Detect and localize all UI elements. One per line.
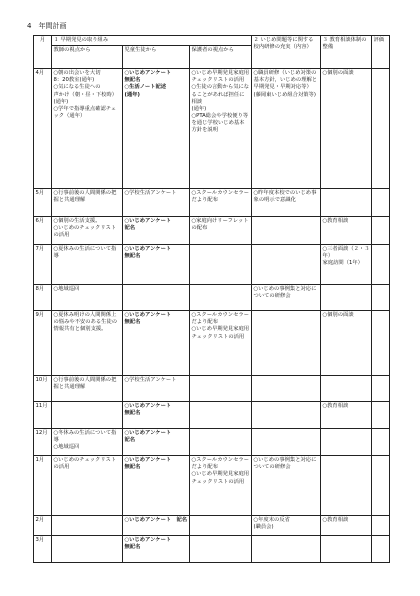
counseling-cell: ○教育相談 xyxy=(321,217,372,245)
month-cell: 5月 xyxy=(34,189,52,217)
training-cell xyxy=(252,429,321,456)
teacher-cell xyxy=(52,536,123,563)
parent-cell: ○家庭向けリーフレットの配布 xyxy=(190,217,252,245)
student-cell: ○いじめアンケート 無記名 xyxy=(123,456,190,516)
evaluation-cell xyxy=(372,217,390,245)
evaluation-cell xyxy=(372,69,390,189)
training-cell xyxy=(252,217,321,245)
month-cell: 11月 xyxy=(34,402,52,429)
header-student-view: 児童生徒から xyxy=(123,46,190,69)
teacher-cell: ○冬休みの生活について指導 ○地域巡回 xyxy=(52,429,123,456)
training-cell xyxy=(252,376,321,402)
table-row xyxy=(34,189,390,217)
table-row xyxy=(34,376,390,402)
evaluation-cell xyxy=(372,311,390,376)
counseling-cell: ○個別の面談 xyxy=(321,311,372,376)
teacher-cell: ○夏休みの生活について指導 xyxy=(52,245,123,285)
month-cell: 9月 xyxy=(34,311,52,376)
student-cell xyxy=(123,285,190,311)
evaluation-cell xyxy=(372,402,390,429)
annual-plan-table xyxy=(33,35,390,563)
training-cell: ○いじめの事例集と対応についての研修会 xyxy=(252,285,321,311)
header-evaluation: 評価 xyxy=(372,36,390,69)
counseling-cell: ○個別の面談 xyxy=(321,69,372,189)
table-row xyxy=(34,69,390,189)
student-cell: ○いじめアンケート 記名 xyxy=(123,516,190,536)
month-cell: 2月 xyxy=(34,516,52,536)
parent-cell: ○スクールカウンセラーだより配布 ○いじめ早期発見家庭用チェックリストの活用 xyxy=(190,311,252,376)
table-row xyxy=(34,456,390,516)
counseling-cell: ○教育相談 xyxy=(321,402,372,429)
parent-cell xyxy=(190,285,252,311)
teacher-cell xyxy=(52,516,123,536)
parent-cell xyxy=(190,516,252,536)
parent-cell xyxy=(190,402,252,429)
training-cell: ○いじめの事例集と対応についての研修会 xyxy=(252,456,321,516)
table-row xyxy=(34,285,390,311)
month-cell: 7月 xyxy=(34,245,52,285)
teacher-cell: ○夏休み明けの人間関係上の悩みや不安のある生徒の情報共有と個別支援。 xyxy=(52,311,123,376)
counseling-cell xyxy=(321,429,372,456)
evaluation-cell xyxy=(372,245,390,285)
student-cell: ○学校生活アンケート xyxy=(123,376,190,402)
table-row xyxy=(34,217,390,245)
month-cell: 6月 xyxy=(34,217,52,245)
evaluation-cell xyxy=(372,285,390,311)
table-row xyxy=(34,245,390,285)
evaluation-cell xyxy=(372,189,390,217)
training-cell xyxy=(252,402,321,429)
month-cell: 12月 xyxy=(34,429,52,456)
training-cell xyxy=(252,311,321,376)
month-cell: 8月 xyxy=(34,285,52,311)
header-month: 月 xyxy=(34,36,52,69)
header-counseling: ３ 教育相談体制の整備 xyxy=(321,36,372,69)
teacher-cell: ○いじめのチェックリストの活用 xyxy=(52,456,123,516)
parent-cell xyxy=(190,245,252,285)
counseling-cell xyxy=(321,536,372,563)
parent-cell: ○スクールカウンセラーだより配布 xyxy=(190,189,252,217)
month-cell: 1月 xyxy=(34,456,52,516)
teacher-cell: ○朝の出会いを大切 8：20教室(通年) ○気になる生徒への 声かけ（朝・昼・下校時）(通年) ○学年で指導重点確認チェック（通年） xyxy=(52,69,123,189)
counseling-cell xyxy=(321,376,372,402)
counseling-cell xyxy=(321,285,372,311)
evaluation-cell xyxy=(372,456,390,516)
counseling-cell: ○三者面談（２・３年） 家庭訪問（1年） xyxy=(321,245,372,285)
header-early-detection: １ 早期発見の取り組み xyxy=(52,36,252,46)
training-cell: ○昨年度本校でのいじめ事象の明示で意識化 xyxy=(252,189,321,217)
month-cell: 3月 xyxy=(34,536,52,563)
student-cell: ○いじめアンケート 無記名 xyxy=(123,245,190,285)
month-cell: 10月 xyxy=(34,376,52,402)
table-row xyxy=(34,429,390,456)
training-cell xyxy=(252,245,321,285)
evaluation-cell xyxy=(372,376,390,402)
evaluation-cell xyxy=(372,516,390,536)
student-cell: ○いじめアンケート 無記名 ○生活ノート記述 (通年) xyxy=(123,69,190,189)
training-cell: ○年度末の反省 (職員会) xyxy=(252,516,321,536)
month-cell: 4月 xyxy=(34,69,52,189)
teacher-cell: ○個別の生活支援。 ○いじめのチェックリストの活用 xyxy=(52,217,123,245)
student-cell: ○いじめアンケート 記名 xyxy=(123,429,190,456)
table-row xyxy=(34,311,390,376)
parent-cell: ○いじめ早期発見家庭用チェックリストの活用 ○生徒の言動から気になることがあれば担任に相談 (通年) ○PTA総会や学校便り等を通じ学校いじめ基本方針を説明 xyxy=(190,69,252,189)
parent-cell: ○スクールカウンセラーだより配布 ○いじめ早期発見家庭用チェックリストの活用 xyxy=(190,456,252,516)
student-cell: ○学校生活アンケート xyxy=(123,189,190,217)
table-row xyxy=(34,516,390,536)
teacher-cell: ○地域巡回 xyxy=(52,285,123,311)
student-cell: ○いじめアンケート 無記名 xyxy=(123,402,190,429)
evaluation-cell xyxy=(372,536,390,563)
page-title: 4 年間計画 xyxy=(27,22,67,30)
student-cell: ○いじめアンケート 記名 xyxy=(123,217,190,245)
parent-cell xyxy=(190,429,252,456)
student-cell: ○いじめアンケート 無記名 xyxy=(123,536,190,563)
teacher-cell: ○行事前後の人間関係の把握と共通理解 xyxy=(52,189,123,217)
header-parent-view: 保護者の視点から xyxy=(190,46,252,69)
counseling-cell: ○教育相談 xyxy=(321,516,372,536)
header-teacher-view: 教師の視点から xyxy=(52,46,123,69)
teacher-cell: ○行事前後の人間関係の把握と共通理解 xyxy=(52,376,123,402)
table-row xyxy=(34,536,390,563)
teacher-cell xyxy=(52,402,123,429)
training-cell xyxy=(252,536,321,563)
counseling-cell xyxy=(321,456,372,516)
student-cell: ○いじめアンケート 無記名 xyxy=(123,311,190,376)
header-training: ２ いじめ問題等に関する校内研修の充実（内容） xyxy=(252,36,321,69)
parent-cell xyxy=(190,536,252,563)
training-cell: ○職員研修（いじめ対策の基本方針，いじめの理解と早期発見・早期対応等） (藤岡東いじめ組合対策等) xyxy=(252,69,321,189)
evaluation-cell xyxy=(372,429,390,456)
parent-cell xyxy=(190,376,252,402)
table-row xyxy=(34,402,390,429)
counseling-cell xyxy=(321,189,372,217)
